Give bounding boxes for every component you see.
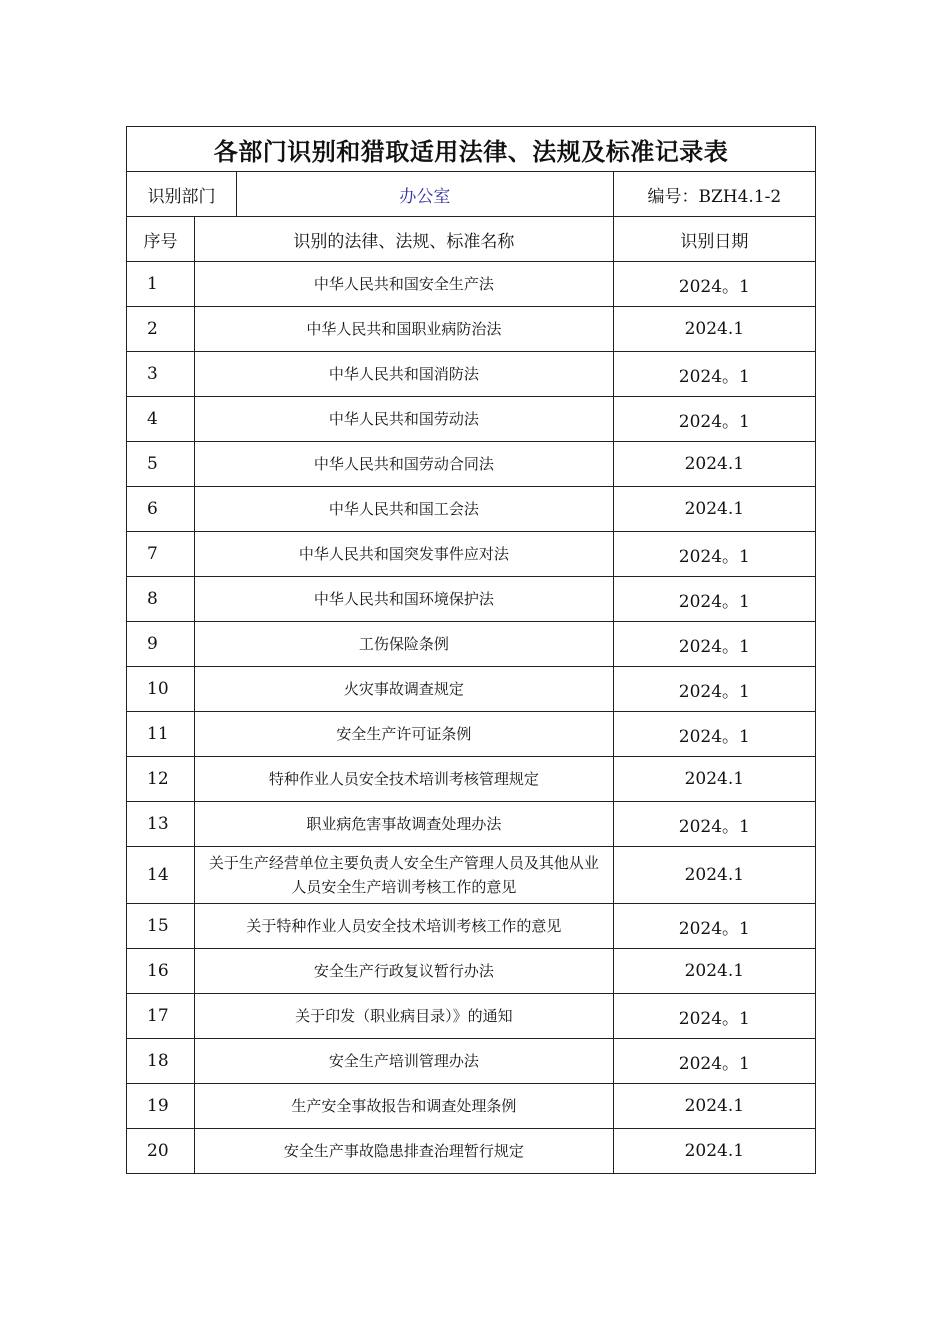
identification-date: 2024.1 — [613, 307, 815, 352]
department-label: 识别部门 — [127, 172, 237, 217]
regulation-name: 中华人民共和国劳动合同法 — [195, 442, 614, 487]
identification-date: 2024.1 — [613, 1129, 815, 1174]
regulation-name: 中华人民共和国安全生产法 — [195, 262, 614, 307]
identification-date: 2024。1 — [613, 532, 815, 577]
identification-date: 2024.1 — [613, 847, 815, 904]
row-number: 3 — [127, 352, 195, 397]
row-number: 5 — [127, 442, 195, 487]
header-name: 识别的法律、法规、标准名称 — [195, 217, 614, 262]
identification-date: 2024.1 — [613, 949, 815, 994]
row-number: 10 — [127, 667, 195, 712]
row-number: 4 — [127, 397, 195, 442]
regulation-name: 安全生产许可证条例 — [195, 712, 614, 757]
header-no: 序号 — [127, 217, 195, 262]
table-row — [127, 352, 816, 397]
table-row — [127, 712, 816, 757]
row-number: 11 — [127, 712, 195, 757]
regulation-name: 中华人民共和国劳动法 — [195, 397, 614, 442]
department-value: 办公室 — [237, 172, 614, 217]
row-number: 16 — [127, 949, 195, 994]
table-row — [127, 994, 816, 1039]
table-row — [127, 802, 816, 847]
row-number: 15 — [127, 904, 195, 949]
regulation-name: 职业病危害事故调查处理办法 — [195, 802, 614, 847]
table-row — [127, 577, 816, 622]
row-number: 9 — [127, 622, 195, 667]
row-number: 7 — [127, 532, 195, 577]
identification-date: 2024。1 — [613, 577, 815, 622]
row-number: 12 — [127, 757, 195, 802]
regulation-name: 中华人民共和国突发事件应对法 — [195, 532, 614, 577]
table-row — [127, 757, 816, 802]
regulation-name: 关于印发（职业病目录）》的通知 — [195, 994, 614, 1039]
regulation-name: 安全生产事故隐患排查治理暂行规定 — [195, 1129, 614, 1174]
table-row — [127, 949, 816, 994]
row-number: 1 — [127, 262, 195, 307]
identification-date: 2024。1 — [613, 904, 815, 949]
header-date: 识别日期 — [613, 217, 815, 262]
regulation-name: 中华人民共和国职业病防治法 — [195, 307, 614, 352]
table-row — [127, 622, 816, 667]
row-number: 2 — [127, 307, 195, 352]
row-number: 6 — [127, 487, 195, 532]
row-number: 14 — [127, 847, 195, 904]
regulation-name: 生产安全事故报告和调查处理条例 — [195, 1084, 614, 1129]
identification-date: 2024。1 — [613, 712, 815, 757]
identification-date: 2024.1 — [613, 487, 815, 532]
regulation-name: 工伤保险条例 — [195, 622, 614, 667]
table-row — [127, 1129, 816, 1174]
identification-date: 2024。1 — [613, 262, 815, 307]
regulation-name: 关于生产经营单位主要负责人安全生产管理人员及其他从业人员安全生产培训考核工作的意见 — [195, 847, 614, 904]
identification-date: 2024.1 — [613, 442, 815, 487]
table-row — [127, 532, 816, 577]
table-title: 各部门识别和猎取适用法律、法规及标准记录表 — [127, 127, 816, 172]
table-row — [127, 904, 816, 949]
record-table — [126, 126, 816, 1174]
identification-date: 2024。1 — [613, 802, 815, 847]
identification-date: 2024。1 — [613, 352, 815, 397]
table-row — [127, 1084, 816, 1129]
table-row — [127, 667, 816, 712]
table-row — [127, 847, 816, 904]
identification-date: 2024.1 — [613, 757, 815, 802]
table-row — [127, 397, 816, 442]
row-number: 13 — [127, 802, 195, 847]
row-number: 8 — [127, 577, 195, 622]
identification-date: 2024。1 — [613, 1039, 815, 1084]
row-number: 17 — [127, 994, 195, 1039]
table-row — [127, 262, 816, 307]
document-code: 编号：BZH4.1-2 — [613, 172, 815, 217]
identification-date: 2024。1 — [613, 667, 815, 712]
identification-date: 2024。1 — [613, 397, 815, 442]
row-number: 19 — [127, 1084, 195, 1129]
regulation-name: 火灾事故调查规定 — [195, 667, 614, 712]
table-row — [127, 1039, 816, 1084]
identification-date: 2024。1 — [613, 994, 815, 1039]
regulation-name: 安全生产培训管理办法 — [195, 1039, 614, 1084]
identification-date: 2024.1 — [613, 1084, 815, 1129]
regulation-name: 中华人民共和国消防法 — [195, 352, 614, 397]
table-row — [127, 442, 816, 487]
row-number: 20 — [127, 1129, 195, 1174]
regulation-name: 特种作业人员安全技术培训考核管理规定 — [195, 757, 614, 802]
regulation-name: 关于特种作业人员安全技术培训考核工作的意见 — [195, 904, 614, 949]
table-row — [127, 307, 816, 352]
record-sheet — [126, 126, 816, 1174]
table-body — [127, 262, 816, 1174]
regulation-name: 中华人民共和国工会法 — [195, 487, 614, 532]
table-row — [127, 487, 816, 532]
identification-date: 2024。1 — [613, 622, 815, 667]
regulation-name: 安全生产行政复议暂行办法 — [195, 949, 614, 994]
row-number: 18 — [127, 1039, 195, 1084]
regulation-name: 中华人民共和国环境保护法 — [195, 577, 614, 622]
